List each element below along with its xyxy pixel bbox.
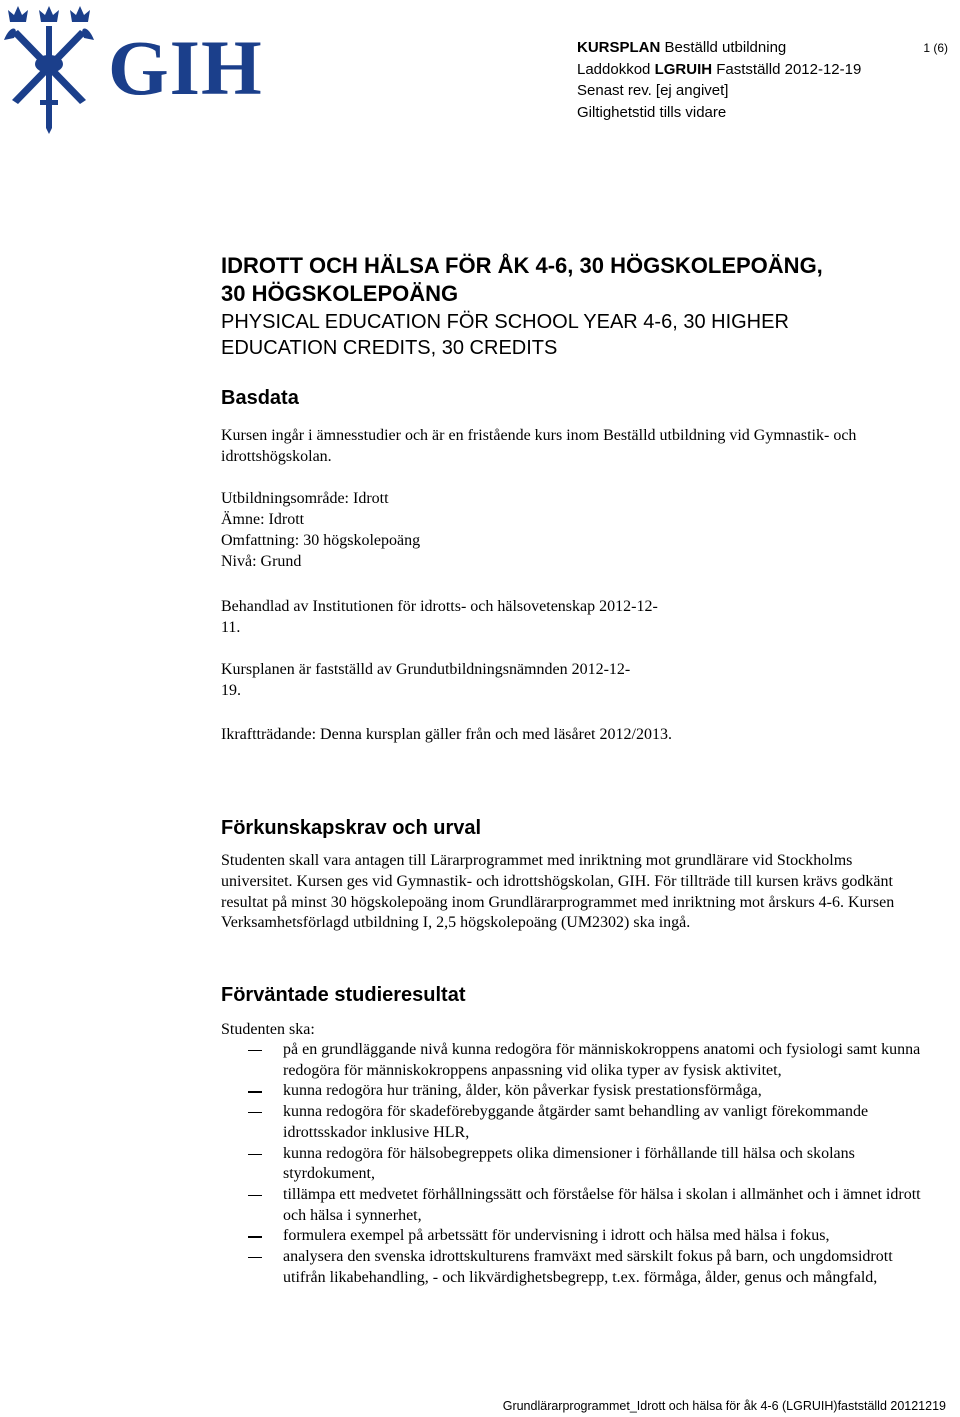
level: Nivå: Grund bbox=[221, 553, 302, 570]
list-item bbox=[221, 1081, 921, 1102]
dash-bullet-icon bbox=[248, 1236, 262, 1237]
list-item-text: analysera den svenska idrottskulturens framväxt med särskilt fokus på barn, och ungdomsidrott utifrån likabehandling, - och likvärdighetsbegrepp, t.ex. förmåga, ålder, genus och mångfald, bbox=[283, 1248, 893, 1286]
heading-prerequisites: Förkunskapskrav och urval bbox=[221, 817, 482, 839]
outcomes-list bbox=[221, 1040, 921, 1288]
list-item-text: på en grundläggande nivå kunna redogöra för människokroppens anatomi och fysiologi samt kunna redogöra för människokroppens anpassning vid olika typer av fysisk aktivitet, bbox=[283, 1041, 921, 1079]
dash-bullet-icon bbox=[248, 1050, 262, 1051]
effective-date: Ikraftträdande: Denna kursplan gäller från och med läsåret 2012/2013. bbox=[221, 726, 672, 743]
doc-subtype: Beställd utbildning bbox=[660, 39, 787, 56]
list-item bbox=[221, 1185, 921, 1226]
course-title-english bbox=[221, 309, 941, 361]
doc-type: KURSPLAN bbox=[577, 39, 661, 56]
dash-bullet-icon bbox=[248, 1091, 262, 1092]
title-line: EDUCATION CREDITS, 30 CREDITS bbox=[221, 337, 558, 359]
title-line: 30 HÖGSKOLEPOÄNG bbox=[221, 281, 459, 306]
course-code: LGRUIH bbox=[654, 60, 713, 78]
scope: Omfattning: 30 högskolepoäng bbox=[221, 532, 421, 549]
gih-logo bbox=[0, 0, 263, 135]
list-item bbox=[221, 1226, 921, 1247]
list-item bbox=[221, 1144, 921, 1185]
outcomes-lead: Studenten ska: bbox=[221, 1021, 315, 1038]
validity-info: Giltighetstid tills vidare bbox=[577, 103, 727, 121]
dash-bullet-icon bbox=[248, 1257, 262, 1258]
established-date: Fastställd 2012-12-19 bbox=[712, 60, 862, 78]
heading-basdata: Basdata bbox=[221, 387, 299, 409]
education-area: Utbildningsområde: Idrott bbox=[221, 490, 389, 507]
crowns-emblem-icon bbox=[0, 0, 110, 135]
logo-wordmark: GIH bbox=[108, 24, 263, 111]
handled-by: Behandlad av Institutionen för idrotts- och hälsovetenskap 2012-12-11. bbox=[221, 598, 658, 636]
meta-line-type bbox=[577, 37, 861, 59]
heading-outcomes: Förväntade studieresultat bbox=[221, 984, 466, 1006]
list-item bbox=[221, 1102, 921, 1143]
meta-line-code bbox=[577, 59, 861, 81]
basdata-intro: Kursen ingår i ämnesstudier och är en fristående kurs inom Beställd utbildning vid Gymnastik- och idrottshögskolan. bbox=[221, 427, 857, 465]
list-item-text: kunna redogöra hur träning, ålder, kön påverkar fysisk prestationsförmåga, bbox=[283, 1082, 762, 1100]
revision-info: Senast rev. [ej angivet] bbox=[577, 82, 729, 99]
course-title-swedish bbox=[221, 252, 941, 308]
list-item-text: formulera exempel på arbetssätt för undervisning i idrott och hälsa med hälsa i fokus, bbox=[283, 1227, 830, 1245]
code-label: Laddokkod bbox=[577, 60, 655, 78]
dash-bullet-icon bbox=[248, 1112, 262, 1113]
approved-by: Kursplanen är fastställd av Grundutbildningsnämnden 2012-12-19. bbox=[221, 661, 631, 699]
document-metadata bbox=[577, 37, 861, 123]
title-line: PHYSICAL EDUCATION FÖR SCHOOL YEAR 4-6, 30 HIGHER bbox=[221, 311, 789, 333]
subject: Ämne: Idrott bbox=[221, 511, 305, 528]
prerequisites-text: Studenten skall vara antagen till Lärarprogrammet med inriktning mot grundlärare vid Stockholms universitet. Kursen ges vid Gymnastik- och idrottshögskolan, GIH. För tillträde till kursen krävs godkänt resultat på minst 30 högskolepoäng inom Grundlärarprogrammet med inriktning mot årskurs 4-6. Kursen Verksamhetsförlagd utbildning I, 2,5 högskolepoäng (UM2302) ska ingå. bbox=[221, 852, 895, 932]
list-item-text: kunna redogöra för hälsobegreppets olika dimensioner i förhållande till hälsa och skolans styrdokument, bbox=[283, 1144, 855, 1183]
list-item-text: tillämpa ett medvetet förhållningssätt och förståelse för hälsa i skolan i allmänhet och i ämnet idrott och hälsa i synnerhet, bbox=[283, 1185, 921, 1224]
list-item-text: kunna redogöra för skadeförebyggande åtgärder samt behandling av vanligt förekommande idrottsskador inklusive HLR, bbox=[283, 1103, 869, 1141]
list-item bbox=[221, 1247, 921, 1288]
dash-bullet-icon bbox=[248, 1154, 262, 1155]
page-footer: Grundlärarprogrammet_Idrott och hälsa för åk 4-6 (LGRUIH)fastställd 20121219 bbox=[502, 1399, 946, 1413]
dash-bullet-icon bbox=[248, 1195, 262, 1196]
page-number: 1 (6) bbox=[923, 41, 948, 55]
title-line: IDROTT OCH HÄLSA FÖR ÅK 4-6, 30 HÖGSKOLEPOÄNG, bbox=[221, 253, 823, 278]
list-item bbox=[221, 1040, 921, 1081]
